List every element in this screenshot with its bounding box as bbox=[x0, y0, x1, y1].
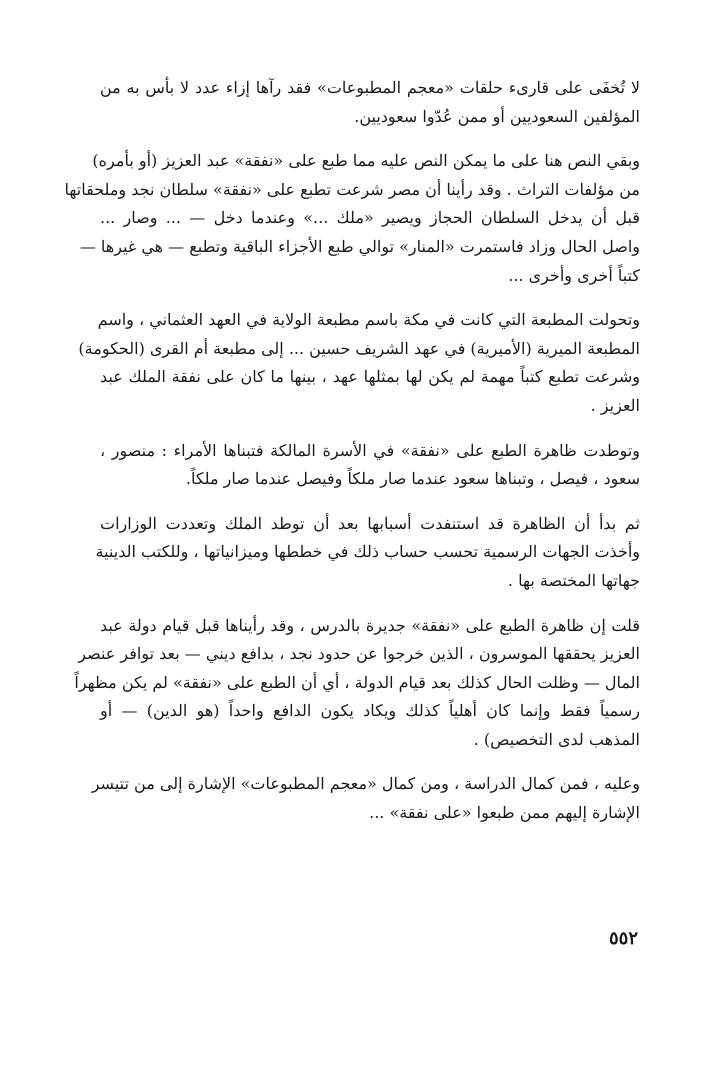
text-line: العزيز يحققها الموسرون ، الذين خرجوا عن حدود نجد ، بدافع ديني — بعد توافر عنصر bbox=[78, 644, 640, 664]
paragraph-7 bbox=[91, 770, 640, 827]
text-line: العزيز . bbox=[590, 395, 640, 415]
text-line: وعليه ، فمن كمال الدراسة ، ومن كمال «معجم المطبوعات» الإشارة إلى من تتيسر bbox=[91, 774, 640, 794]
paragraph-1 bbox=[100, 74, 640, 131]
text-line: وشرعت تطبع كتباً مهمة لم يكن لها بمثلها عهد ، بينها ما كان على نفقة الملك عبد bbox=[100, 367, 640, 387]
text-line: الإشارة إليهم ممن طبعوا «على نفقة» ... bbox=[369, 803, 640, 823]
text-line: المطبعة الميرية (الأميرية) في عهد الشريف حسين ... إلى مطبعة أم القرى (الحكومة) bbox=[78, 338, 640, 358]
text-line: لا تُخفَى على قارىء حلقات «معجم المطبوعات» فقد رآها إزاء عدد لا بأس به من bbox=[100, 78, 640, 97]
text-line: سعود ، فيصل ، وتبناها سعود عندما صار ملكاً وفيصل عندما صار ملكاً. bbox=[185, 469, 640, 489]
paragraph-5 bbox=[95, 510, 640, 596]
page-number: ٥٥٢ bbox=[608, 928, 638, 949]
paragraph-4 bbox=[100, 437, 640, 494]
text-line: واصل الحال وزاد فاستمرت «المنار» توالي طبع الأجزاء الباقية وتطبع — هي غيرها — bbox=[79, 236, 640, 256]
text-line: جهاتها المختصة بها . bbox=[507, 570, 640, 590]
text-line: قبل أن يدخل السلطان الحجاز ويصير «ملك ...» وعندما دخل — ... وصار ... bbox=[100, 208, 640, 228]
paragraph-3 bbox=[78, 306, 640, 420]
text-line: رسمياً فقط وإنما كان أهلياً كذلك ويكاد يكون الدافع واحداً (هو الدين) — أو bbox=[100, 701, 640, 721]
text-line: ثم بدأ أن الظاهرة قد استنفدت أسبابها بعد أن توطد الملك وتعددت الوزارات bbox=[100, 513, 640, 533]
paragraph-6 bbox=[74, 612, 640, 755]
text-line: المؤلفين السعوديين أو ممن عُدّوا سعوديين. bbox=[354, 106, 640, 126]
text-line: وتوطدت ظاهرة الطبع على «نفقة» في الأسرة المالكة فتبناها الأمراء : منصور ، bbox=[100, 440, 640, 460]
text-line: قلت إن ظاهرة الطبع على «نفقة» جديرة بالدرس ، وقد رأيناها قبل قيام دولة عبد bbox=[100, 615, 640, 635]
text-line: المال — وظلت الحال كذلك بعد قيام الدولة ، أي أن الطبع على «نفقة» لم يكن مظهراً bbox=[74, 672, 640, 692]
text-line: من مؤلفات التراث . وقد رأينا أن مصر شرعت تطبع على «نفقة» سلطان نجد وملحقاتها bbox=[64, 179, 640, 199]
text-line: المذهب لدى التخصيص) . bbox=[473, 729, 640, 749]
page-body bbox=[64, 74, 640, 844]
text-line: وأخذت الجهات الرسمية تحسب حساب ذلك في خططها وميزانياتها ، وللكتب الدينية bbox=[95, 542, 640, 562]
text-line: وبقي النص هنا على ما يمكن النص عليه مما طبع على «نفقة» عبد العزيز (أو بأمره) bbox=[92, 151, 640, 171]
text-line: وتحولت المطبعة التي كانت في مكة باسم مطبعة الولاية في العهد العثماني ، واسم bbox=[97, 310, 640, 330]
text-line: كتباً أخرى وأخرى ... bbox=[508, 265, 640, 285]
paragraph-2 bbox=[64, 147, 640, 290]
